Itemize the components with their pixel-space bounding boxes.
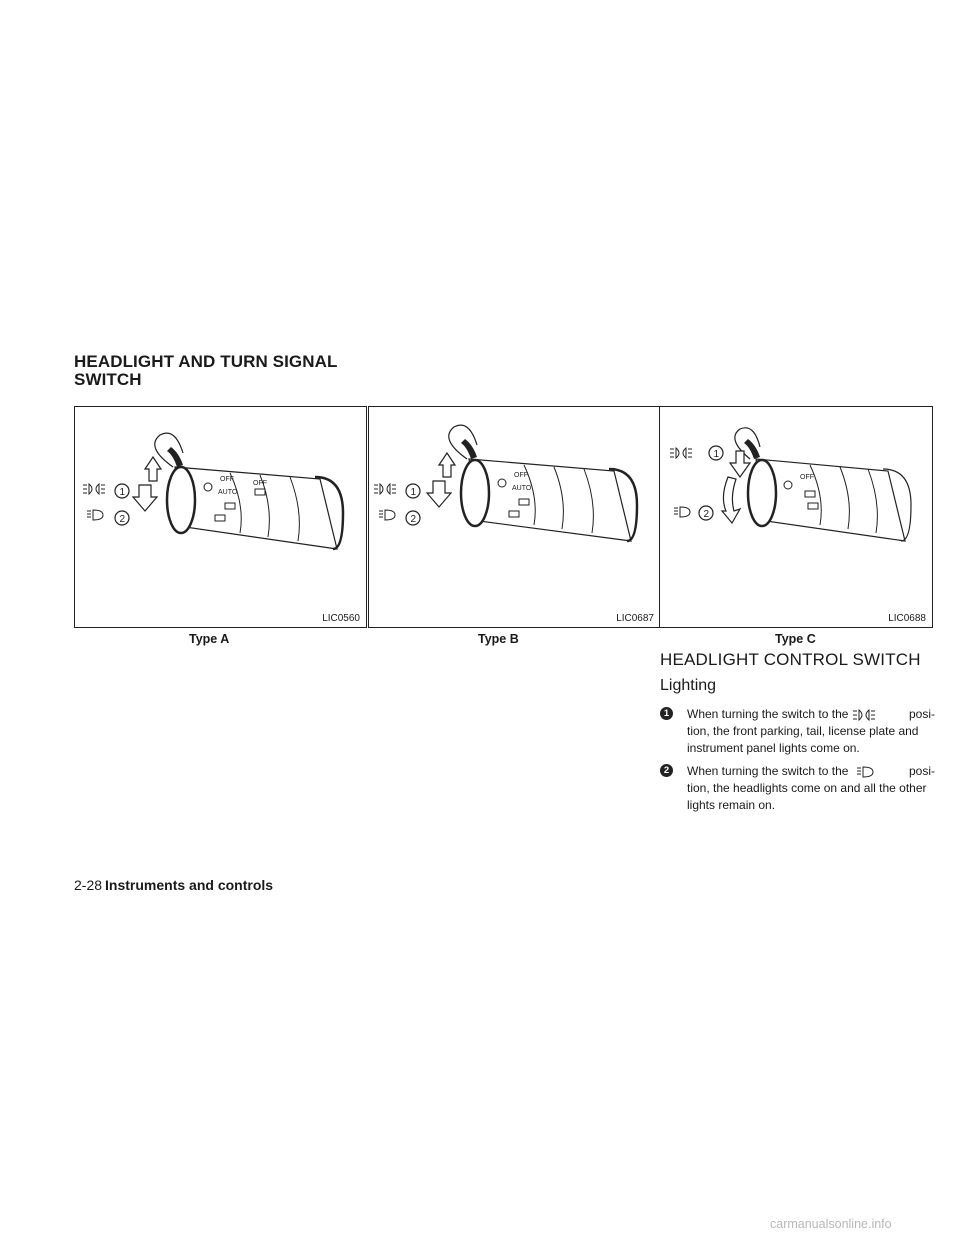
lighting-switch-illustration — [369, 407, 660, 627]
parking-light-icon — [852, 709, 876, 721]
figure-code: LIC0687 — [616, 613, 654, 624]
subsubheading: Lighting — [660, 677, 717, 694]
figure-type-a — [74, 406, 367, 628]
figure-type-b — [368, 406, 661, 628]
item-number-badge: 1 — [660, 707, 673, 720]
figure-caption-type-a: Type A — [189, 632, 230, 646]
figure-caption-type-c: Type C — [775, 632, 816, 646]
switch-label-off-2: OFF — [253, 480, 267, 487]
list-item: 1 When turning the switch to the posi- tion, the front parking, tail, license plate and instrument panel lights come on. — [660, 706, 935, 757]
page-footer — [74, 877, 273, 893]
lighting-switch-illustration — [75, 407, 366, 627]
marker-2: 2 — [703, 509, 710, 520]
parking-light-icon — [83, 484, 105, 494]
switch-label-off: OFF — [800, 474, 814, 481]
parking-light-icon — [374, 484, 396, 494]
section-heading: HEADLIGHT AND TURN SIGNAL SWITCH — [74, 352, 338, 389]
list-item: 2 When turning the switch to the posi- tion, the headlights come on and all the other lights remain on. — [660, 763, 935, 814]
headlight-icon — [379, 510, 395, 520]
figure-code: LIC0560 — [322, 613, 360, 624]
watermark: carmanualsonline.info — [770, 1217, 892, 1231]
headlight-icon — [674, 507, 690, 517]
page-number: 2-28 — [74, 877, 103, 893]
switch-label-off: OFF — [220, 476, 234, 483]
headlight-icon — [87, 510, 103, 520]
headlight-icon — [852, 766, 876, 778]
figure-type-c — [659, 406, 933, 628]
switch-label-off: OFF — [514, 472, 528, 479]
marker-2: 2 — [119, 514, 126, 525]
parking-light-icon — [670, 448, 692, 458]
marker-1: 1 — [119, 487, 126, 498]
switch-label-auto: AUTO — [512, 485, 532, 492]
figure-caption-type-b: Type B — [478, 632, 519, 646]
switch-label-auto: AUTO — [218, 489, 238, 496]
figure-code: LIC0688 — [888, 613, 926, 624]
chapter-title: Instruments and controls — [105, 877, 274, 893]
marker-2: 2 — [410, 514, 417, 525]
lighting-switch-illustration — [660, 407, 932, 627]
marker-1: 1 — [410, 487, 417, 498]
item-number-badge: 2 — [660, 764, 673, 777]
marker-1: 1 — [713, 449, 720, 460]
subheading: HEADLIGHT CONTROL SWITCH — [660, 650, 921, 669]
